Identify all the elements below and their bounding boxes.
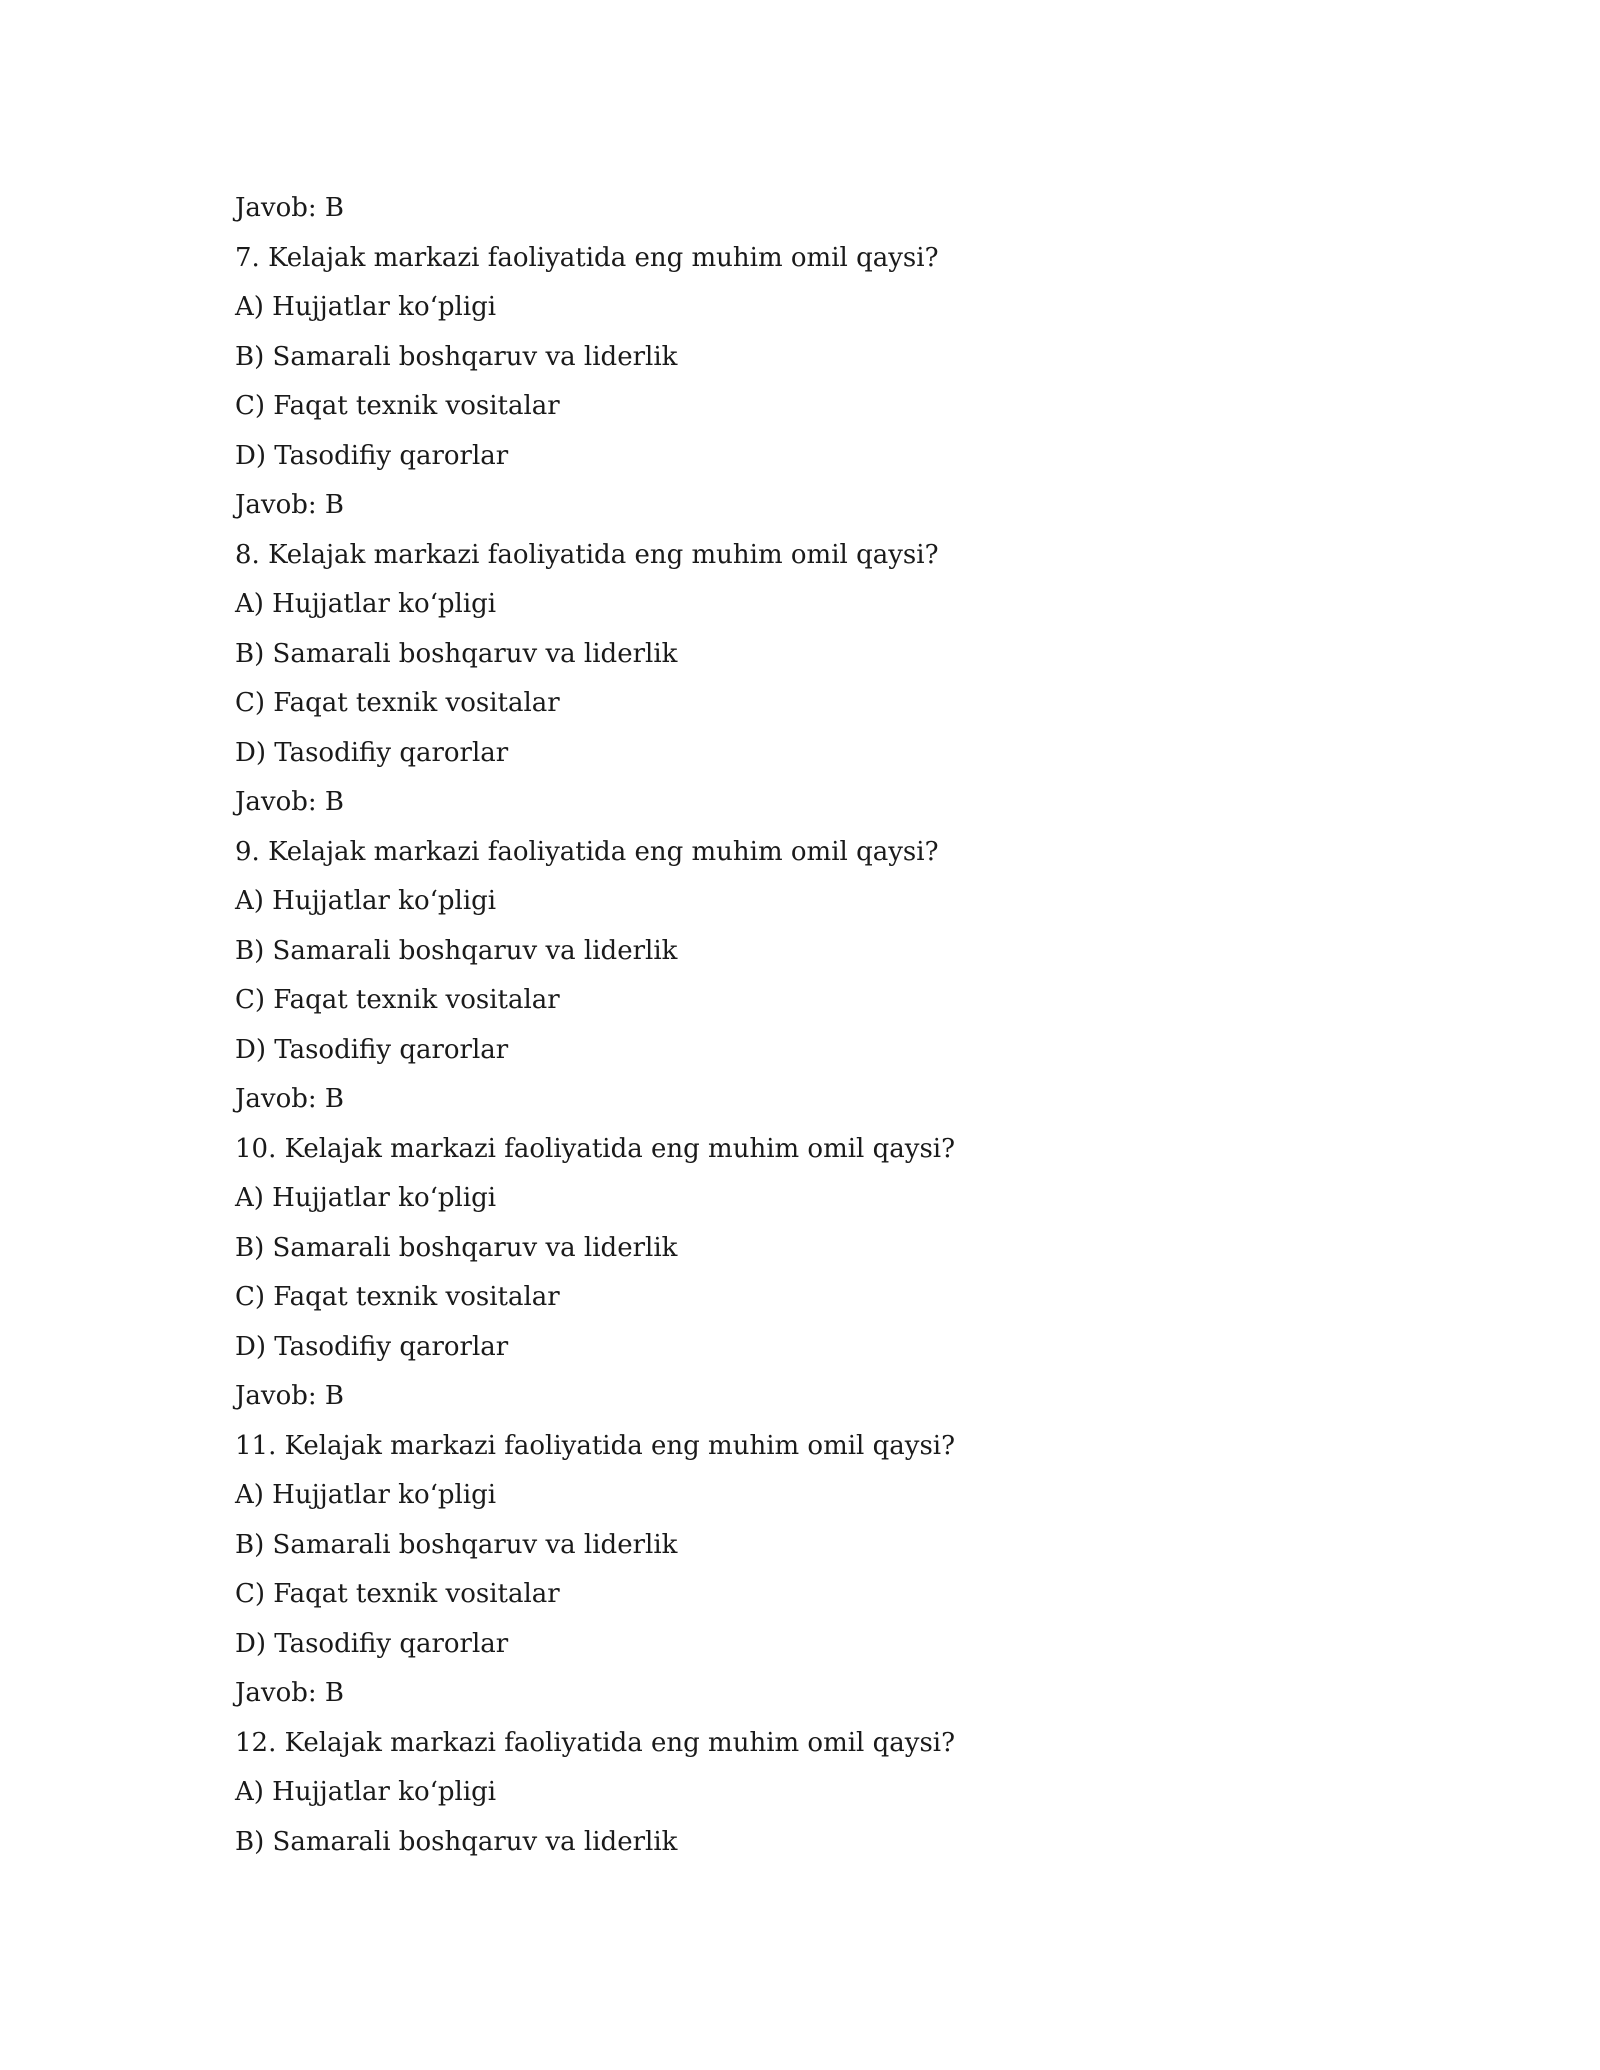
option-line: D) Tasodifiy qarorlar	[235, 440, 509, 471]
option-line: C) Faqat texnik vositalar	[235, 688, 560, 718]
option-line: A) Hujjatlar ko‘pligi	[235, 1777, 497, 1807]
option-line: C) Faqat texnik vositalar	[235, 1282, 560, 1312]
answer-line: Javob: B	[235, 1084, 345, 1114]
option-line: B) Samarali boshqaruv va liderlik	[235, 638, 678, 669]
option-line: D) Tasodifiy qarorlar	[235, 1034, 509, 1065]
answer-line: Javob: B	[235, 193, 345, 223]
question-line: 7. Kelajak markazi faoliyatida eng muhim omil qaysi?	[235, 242, 939, 273]
answer-line: Javob: B	[235, 1678, 345, 1708]
option-line: D) Tasodifiy qarorlar	[235, 1331, 509, 1362]
option-line: A) Hujjatlar ko‘pligi	[235, 886, 497, 916]
option-line: D) Tasodifiy qarorlar	[235, 1628, 509, 1659]
option-line: B) Samarali boshqaruv va liderlik	[235, 935, 678, 966]
option-line: B) Samarali boshqaruv va liderlik	[235, 341, 678, 372]
option-line: C) Faqat texnik vositalar	[235, 985, 560, 1015]
document-body	[235, 184, 1365, 1867]
option-line: A) Hujjatlar ko‘pligi	[235, 589, 497, 619]
option-line: C) Faqat texnik vositalar	[235, 1579, 560, 1609]
option-line: B) Samarali boshqaruv va liderlik	[235, 1232, 678, 1263]
question-line: 12. Kelajak markazi faoliyatida eng muhim omil qaysi?	[235, 1727, 956, 1758]
question-line: 8. Kelajak markazi faoliyatida eng muhim omil qaysi?	[235, 539, 939, 570]
option-line: A) Hujjatlar ko‘pligi	[235, 1183, 497, 1213]
option-line: B) Samarali boshqaruv va liderlik	[235, 1826, 678, 1857]
option-line: A) Hujjatlar ko‘pligi	[235, 292, 497, 322]
option-line: C) Faqat texnik vositalar	[235, 391, 560, 421]
option-line: A) Hujjatlar ko‘pligi	[235, 1480, 497, 1510]
answer-line: Javob: B	[235, 490, 345, 520]
question-line: 9. Kelajak markazi faoliyatida eng muhim omil qaysi?	[235, 836, 939, 867]
answer-line: Javob: B	[235, 1381, 345, 1411]
question-line: 10. Kelajak markazi faoliyatida eng muhim omil qaysi?	[235, 1133, 956, 1164]
option-line: D) Tasodifiy qarorlar	[235, 737, 509, 768]
answer-line: Javob: B	[235, 787, 345, 817]
question-line: 11. Kelajak markazi faoliyatida eng muhim omil qaysi?	[235, 1430, 956, 1461]
option-line: B) Samarali boshqaruv va liderlik	[235, 1529, 678, 1560]
